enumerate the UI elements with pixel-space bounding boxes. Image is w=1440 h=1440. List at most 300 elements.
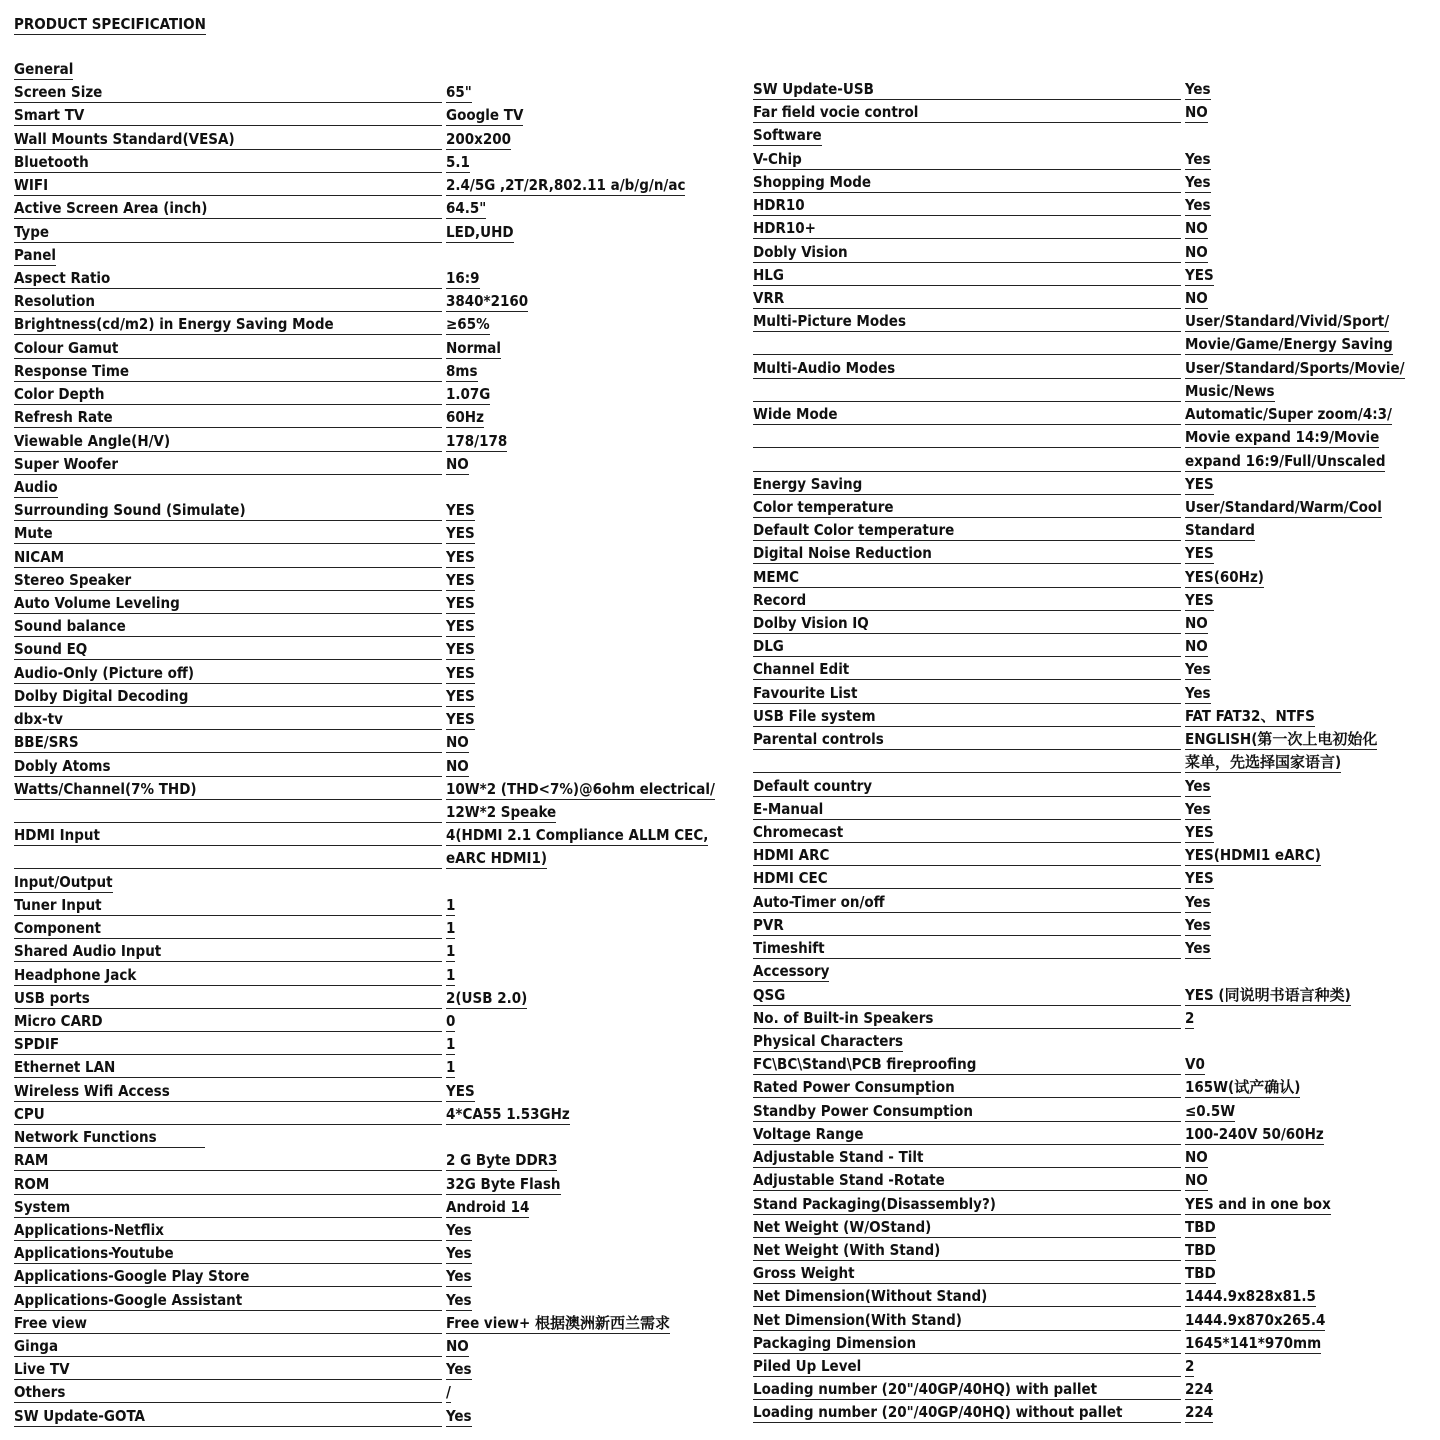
spec-value [446, 964, 455, 987]
spec-label: HDR10 [753, 196, 805, 215]
spec-value-line: Normal [446, 338, 502, 357]
row-underline [753, 238, 1181, 239]
spec-row [14, 708, 734, 731]
spec-row [753, 1146, 1440, 1169]
spec-label: ROM [14, 1174, 50, 1193]
spec-value-line: User/Standard/Vivid/Sport/ [1185, 312, 1390, 331]
spec-value [1185, 984, 1351, 1007]
spec-value-line: YES [446, 1081, 475, 1100]
spec-label: Applications-Netflix [14, 1220, 164, 1239]
spec-value-line: Android 14 [446, 1197, 530, 1216]
spec-value [1185, 1309, 1325, 1332]
spec-value-line: YES [446, 570, 475, 589]
spec-label: Response Time [14, 361, 130, 380]
row-underline [753, 1214, 1181, 1215]
spec-value [1185, 403, 1392, 473]
spec-label: Applications-Google Play Store [14, 1267, 250, 1286]
spec-row [14, 824, 734, 870]
row-underline [753, 1306, 1181, 1307]
section-title: Network Functions [14, 1126, 205, 1148]
spec-label: SPDIF [14, 1035, 60, 1054]
section-heading [14, 244, 734, 267]
spec-value [446, 174, 685, 197]
row-underline [14, 218, 442, 219]
spec-value-line: 1 [446, 895, 456, 914]
spec-value [446, 1080, 475, 1103]
spec-value-line: 12W*2 Speake [446, 803, 557, 821]
spec-value-line: ENGLISH(第一次上电初始化 [1185, 730, 1378, 749]
spec-row [14, 1335, 734, 1358]
spec-row [753, 519, 1440, 542]
spec-value-line: NO [446, 1337, 469, 1356]
row-underline [14, 404, 442, 405]
spec-label: Multi-Picture Modes [753, 312, 906, 331]
spec-row [14, 1173, 734, 1196]
spec-value [446, 313, 490, 336]
spec-value-line: 2 G Byte DDR3 [446, 1151, 558, 1170]
spec-label: Record [753, 590, 807, 609]
spec-value [1185, 775, 1211, 798]
spec-row [14, 778, 734, 824]
spec-value-line: NO [1185, 1148, 1208, 1167]
spec-row [753, 542, 1440, 565]
spec-value-line: / [446, 1383, 451, 1402]
row-underline [753, 656, 1181, 657]
row-underline [14, 1263, 442, 1264]
spec-row [753, 658, 1440, 681]
spec-value [1185, 914, 1211, 937]
spec-label: Super Woofer [14, 454, 119, 473]
spec-value [1185, 171, 1211, 194]
spec-label: Color Depth [14, 385, 105, 404]
spec-label: E-Manual [753, 799, 824, 818]
spec-row [753, 1309, 1440, 1332]
spec-row [14, 592, 734, 615]
row-underline [14, 1402, 442, 1403]
spec-label: HDMI CEC [753, 869, 828, 888]
spec-row [753, 821, 1440, 844]
spec-value-line: YES [446, 594, 475, 613]
row-underline [753, 401, 1181, 402]
spec-label: System [14, 1197, 71, 1216]
spec-row [753, 194, 1440, 217]
row-underline [14, 311, 442, 312]
spec-value-line: Yes [1185, 172, 1211, 191]
spec-value-line: 1 [446, 942, 456, 961]
spec-value-line: YES [1185, 474, 1214, 493]
spec-row [753, 705, 1440, 728]
spec-value-line: YES [446, 617, 475, 636]
spec-value-line: 2.4/5G ,2T/2R,802.11 a/b/g/n/ac [446, 176, 686, 195]
spec-value-line: Free view+ 根据澳洲新西兰需求 [446, 1313, 670, 1332]
spec-value [446, 708, 475, 731]
spec-value [446, 337, 501, 360]
spec-value [1185, 867, 1214, 890]
spec-row [14, 221, 734, 244]
spec-label: Shopping Mode [753, 172, 872, 191]
row-underline [753, 1005, 1181, 1006]
row-underline [14, 1008, 442, 1009]
spec-row [14, 731, 734, 754]
spec-row [753, 241, 1440, 264]
spec-row [753, 682, 1440, 705]
spec-row [753, 589, 1440, 612]
spec-label: HDMI Input [14, 826, 100, 845]
spec-label: Micro CARD [14, 1011, 103, 1030]
spec-value [1185, 310, 1393, 356]
row-underline [753, 796, 1181, 797]
spec-row [14, 174, 734, 197]
spec-value-line: Movie expand 14:9/Movie [1185, 428, 1380, 447]
spec-value-line: Yes [1185, 80, 1211, 98]
spec-value-line: 3840*2160 [446, 292, 529, 311]
spec-label: Dolby Vision IQ [753, 614, 869, 633]
spec-value-line: Yes [446, 1220, 472, 1239]
spec-value [1185, 612, 1208, 635]
spec-value [1185, 1401, 1213, 1424]
spec-value-line: NO [1185, 219, 1208, 238]
section-title: Panel [14, 245, 56, 264]
spec-value-line: YES(HDMI1 eARC) [1185, 846, 1321, 865]
spec-value [1185, 798, 1211, 821]
spec-column-left [14, 58, 734, 1428]
spec-row [753, 1123, 1440, 1146]
spec-value [1185, 821, 1214, 844]
row-underline [753, 563, 1181, 564]
spec-label: Net Weight (W/OStand) [753, 1217, 932, 1236]
row-underline [753, 772, 1181, 773]
spec-label: Dobly Atoms [14, 756, 111, 775]
spec-label: Shared Audio Input [14, 942, 162, 961]
spec-label: Brightness(cd/m2) in Energy Saving Mode [14, 315, 334, 334]
spec-row [14, 1103, 734, 1126]
spec-value-line: NO [446, 454, 469, 473]
row-underline [753, 378, 1181, 379]
section-title: General [14, 60, 74, 78]
spec-value-line: YES [446, 547, 475, 566]
spec-row [14, 1056, 734, 1079]
row-underline [14, 474, 442, 475]
spec-value [446, 499, 475, 522]
spec-label: Tuner Input [14, 895, 102, 914]
spec-row [753, 148, 1440, 171]
spec-row [14, 197, 734, 220]
spec-label: SW Update-USB [753, 80, 874, 98]
section-heading [14, 58, 734, 81]
spec-label: Sound balance [14, 617, 126, 636]
spec-label: Net Dimension(Without Stand) [753, 1287, 988, 1306]
row-underline [14, 938, 442, 939]
spec-value [1185, 264, 1214, 287]
spec-row [753, 984, 1440, 1007]
row-underline [753, 169, 1181, 170]
row-underline [14, 683, 442, 684]
spec-value [446, 685, 475, 708]
spec-value [446, 1010, 455, 1033]
row-underline [753, 1028, 1181, 1029]
spec-value [1185, 1332, 1321, 1355]
spec-value-line: ≤0.5W [1185, 1101, 1236, 1120]
spec-value-line: 1 [446, 965, 456, 984]
spec-label: No. of Built-in Speakers [753, 1008, 934, 1027]
spec-row [753, 798, 1440, 821]
spec-label: Loading number (20"/40GP/40HQ) with pallet [753, 1380, 1098, 1399]
spec-value [446, 1056, 455, 1079]
spec-label: Adjustable Stand -Rotate [753, 1171, 945, 1190]
spec-row [753, 867, 1440, 890]
row-underline [14, 381, 442, 382]
spec-value [446, 824, 708, 870]
row-underline [753, 888, 1181, 889]
row-underline [753, 424, 1181, 425]
row-underline [14, 125, 442, 126]
row-underline [753, 819, 1181, 820]
section-title: Accessory [753, 962, 830, 981]
spec-label: Gross Weight [753, 1264, 855, 1283]
spec-row [753, 635, 1440, 658]
spec-value [446, 81, 472, 104]
spec-value-line: YES and in one box [1185, 1194, 1331, 1213]
spec-label: Resolution [14, 292, 96, 311]
spec-value [446, 1381, 451, 1404]
spec-row [753, 1100, 1440, 1123]
spec-value [1185, 705, 1315, 728]
spec-row [14, 685, 734, 708]
spec-row [14, 360, 734, 383]
spec-row [14, 81, 734, 104]
spec-label: PVR [753, 915, 784, 934]
spec-value [446, 430, 507, 453]
spec-label: Wide Mode [753, 405, 838, 424]
row-underline [753, 726, 1181, 727]
spec-value-line: 165W(试产确认) [1185, 1078, 1301, 1097]
spec-value [446, 1103, 570, 1126]
spec-value-line: 2(USB 2.0) [446, 988, 528, 1007]
row-underline [753, 1237, 1181, 1238]
row-underline [14, 1426, 442, 1427]
spec-value [446, 569, 475, 592]
row-underline [753, 1144, 1181, 1145]
spec-value-line: YES [446, 524, 475, 543]
row-underline [14, 451, 442, 452]
spec-row [14, 453, 734, 476]
spec-row [14, 1010, 734, 1033]
spec-value [1185, 519, 1255, 542]
spec-label: VRR [753, 288, 785, 307]
spec-value-line: Yes [446, 1406, 472, 1425]
spec-value-line: NO [1185, 288, 1208, 307]
row-underline [14, 1077, 442, 1078]
section-heading [14, 1126, 734, 1149]
spec-row [753, 287, 1440, 310]
spec-label: SW Update-GOTA [14, 1406, 145, 1425]
spec-label: FC\BC\Stand\PCB fireproofing [753, 1055, 977, 1074]
spec-row [14, 128, 734, 151]
spec-row [14, 267, 734, 290]
spec-value-line: Movie/Game/Energy Saving [1185, 335, 1393, 354]
spec-value [1185, 1355, 1194, 1378]
spec-row [14, 615, 734, 638]
spec-value [1185, 1169, 1208, 1192]
row-underline [14, 172, 442, 173]
row-underline [14, 985, 442, 986]
row-underline [14, 1286, 442, 1287]
spec-value [1185, 101, 1208, 124]
spec-label: Audio-Only (Picture off) [14, 663, 195, 682]
spec-value-line: 224 [1185, 1403, 1214, 1422]
spec-label: dbx-tv [14, 710, 63, 729]
row-underline [753, 99, 1181, 100]
row-underline [14, 590, 442, 591]
spec-value [1185, 78, 1211, 101]
spec-value-line: 菜单，先选择国家语言) [1185, 753, 1342, 772]
spec-label: Live TV [14, 1360, 70, 1379]
row-underline [14, 242, 442, 243]
spec-value-line: 0 [446, 1011, 456, 1030]
row-underline [14, 706, 442, 707]
spec-value-line: Automatic/Super zoom/4:3/ [1185, 405, 1392, 424]
spec-value [446, 453, 469, 476]
spec-value-line: Yes [1185, 892, 1211, 911]
spec-value-line: 1 [446, 1035, 456, 1054]
spec-row [753, 1239, 1440, 1262]
section-heading [14, 871, 734, 894]
row-underline [753, 587, 1181, 588]
spec-row [753, 1285, 1440, 1308]
spec-value [1185, 217, 1208, 240]
spec-label: Others [14, 1383, 66, 1402]
spec-value [446, 197, 486, 220]
spec-value-line: 60Hz [446, 408, 484, 427]
spec-value [446, 1312, 670, 1335]
spec-value [446, 1265, 472, 1288]
spec-row [14, 546, 734, 569]
spec-row [14, 522, 734, 545]
spec-row [753, 1053, 1440, 1076]
spec-label: QSG [753, 985, 786, 1004]
spec-value-line: 2 [1185, 1357, 1195, 1376]
spec-value-line: YES [1185, 869, 1214, 888]
spec-value-line: YES (同说明书语言种类) [1185, 985, 1351, 1004]
spec-row [14, 1242, 734, 1265]
spec-value-line: 100-240V 50/60Hz [1185, 1124, 1324, 1143]
spec-value [1185, 148, 1211, 171]
spec-row [14, 1289, 734, 1312]
row-underline [753, 610, 1181, 611]
row-underline [753, 308, 1181, 309]
row-underline [753, 1422, 1181, 1423]
spec-value-line: NO [1185, 242, 1208, 261]
row-underline [14, 358, 442, 359]
spec-row [14, 987, 734, 1010]
spec-value [1185, 1076, 1300, 1099]
row-underline [753, 865, 1181, 866]
row-underline [14, 427, 442, 428]
spec-label: RAM [14, 1151, 49, 1170]
spec-row [753, 728, 1440, 774]
spec-value-line: TBD [1185, 1240, 1216, 1259]
row-underline [14, 102, 442, 103]
spec-value [446, 522, 475, 545]
spec-value [1185, 658, 1211, 681]
spec-row [14, 1219, 734, 1242]
spec-row [14, 662, 734, 685]
spec-value [446, 360, 478, 383]
spec-row [753, 937, 1440, 960]
row-underline [753, 122, 1181, 123]
spec-label: Loading number (20"/40GP/40HQ) without pallet [753, 1403, 1123, 1422]
spec-label: Dobly Vision [753, 242, 848, 261]
row-underline [753, 215, 1181, 216]
spec-label: Standby Power Consumption [753, 1101, 973, 1120]
spec-row [14, 755, 734, 778]
spec-row [753, 914, 1440, 937]
spec-value [1185, 682, 1211, 705]
spec-value [446, 406, 484, 429]
spec-value [446, 987, 527, 1010]
spec-label: Ethernet LAN [14, 1058, 116, 1077]
spec-label: Color temperature [753, 497, 894, 516]
spec-value-line: YES [1185, 823, 1214, 841]
spec-label: Auto Volume Leveling [14, 594, 180, 613]
spec-label: Free view [14, 1313, 87, 1332]
row-underline [753, 1260, 1181, 1261]
spec-value [446, 662, 475, 685]
spec-label: Smart TV [14, 106, 85, 125]
spec-value [1185, 1007, 1194, 1030]
row-underline [14, 567, 442, 568]
spec-value [446, 546, 475, 569]
spec-label: USB ports [14, 988, 90, 1007]
section-heading [14, 476, 734, 499]
spec-value-line: NO [1185, 103, 1208, 122]
spec-label: Piled Up Level [753, 1357, 862, 1376]
row-underline [14, 868, 442, 869]
row-underline [753, 1376, 1181, 1377]
spec-value-line: 1 [446, 1058, 456, 1077]
spec-value [1185, 542, 1214, 565]
row-underline [753, 285, 1181, 286]
spec-value [446, 1196, 529, 1219]
spec-value-line: YES [1185, 265, 1214, 284]
spec-value-line: Yes [1185, 196, 1211, 215]
row-underline [753, 935, 1181, 936]
row-underline [14, 1217, 442, 1218]
spec-label: Aspect Ratio [14, 268, 111, 287]
spec-value-line: NO [446, 756, 469, 775]
row-underline [14, 636, 442, 637]
spec-row [14, 1405, 734, 1428]
spec-row [753, 101, 1440, 124]
spec-value-line: 200x200 [446, 129, 512, 148]
row-underline [753, 517, 1181, 518]
spec-value [1185, 589, 1214, 612]
row-underline [14, 1124, 442, 1125]
spec-value-line: 1 [446, 919, 456, 938]
row-underline [14, 1170, 442, 1171]
spec-label: Wall Mounts Standard(VESA) [14, 129, 235, 148]
spec-row [14, 430, 734, 453]
spec-row [14, 1358, 734, 1381]
spec-value-line: User/Standard/Sports/Movie/ [1185, 358, 1405, 377]
row-underline [753, 1190, 1181, 1191]
spec-value [446, 1405, 472, 1428]
spec-value-line: 1444.9x870x265.4 [1185, 1310, 1326, 1329]
spec-label: Multi-Audio Modes [753, 358, 896, 377]
spec-value [1185, 287, 1208, 310]
spec-label: Net Dimension(With Stand) [753, 1310, 962, 1329]
spec-row [753, 1262, 1440, 1285]
